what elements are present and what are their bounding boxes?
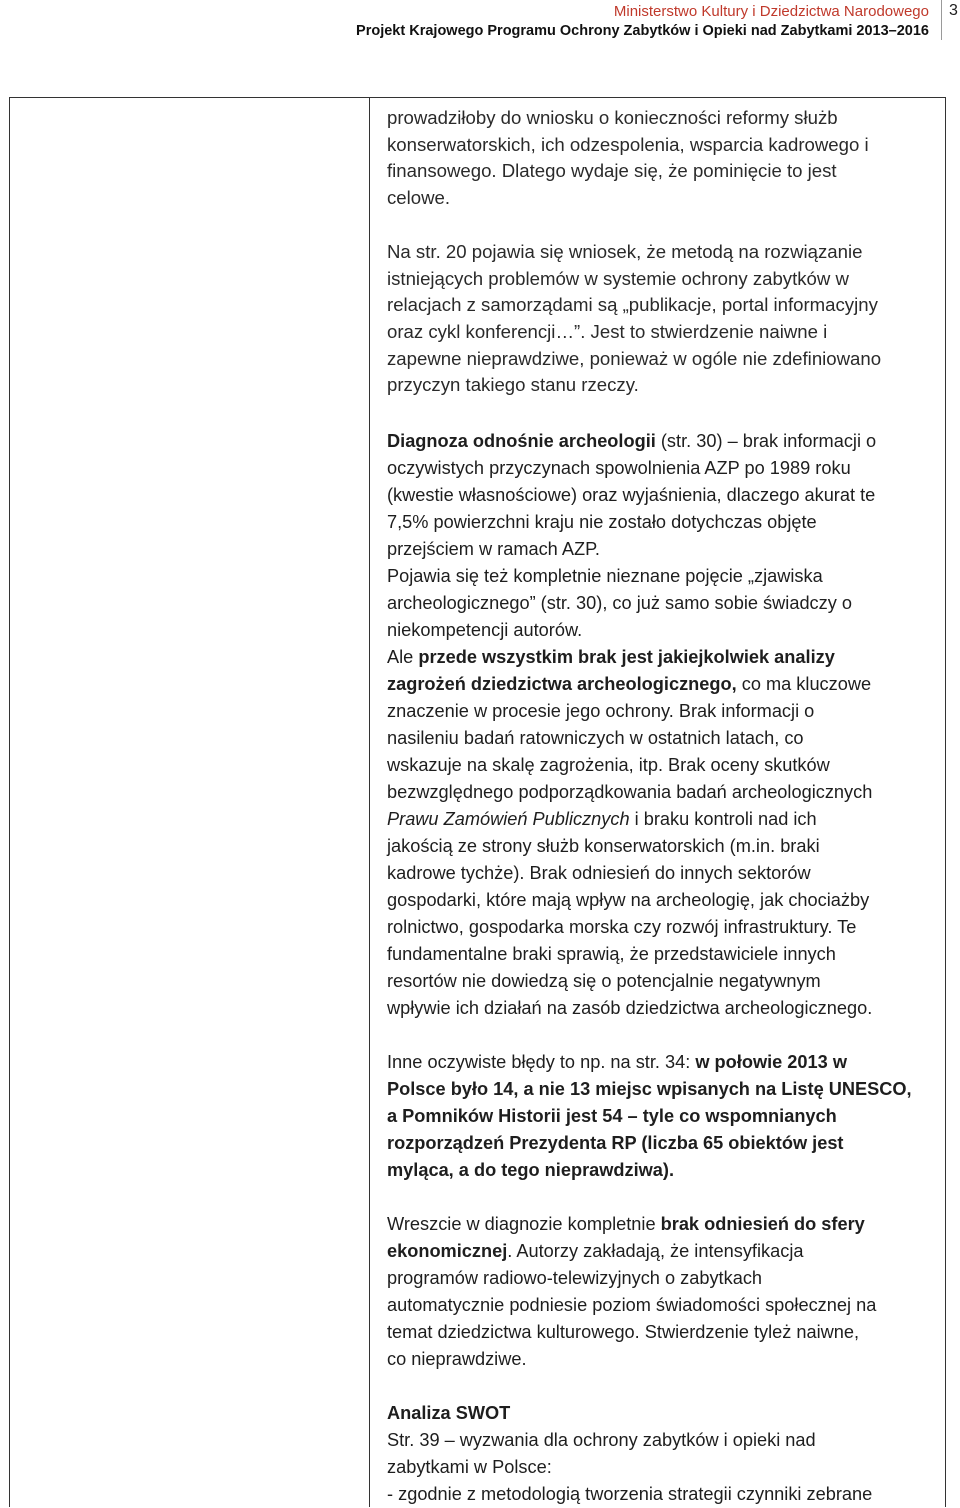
comment-column-main bbox=[387, 428, 935, 1508]
text-line: istniejących problemów w systemie ochrony zabytków w bbox=[387, 267, 849, 289]
text-line: Str. 39 – wyzwania dla ochrony zabytków i opieki nad bbox=[387, 1430, 816, 1450]
text-line: co nieprawdziwe. bbox=[387, 1349, 527, 1369]
comment-column bbox=[387, 105, 935, 399]
header-separator bbox=[941, 0, 942, 40]
text-line: archeologicznego” (str. 30), co już samo sobie świadczy o bbox=[387, 593, 853, 613]
paragraph-reform bbox=[387, 105, 935, 212]
text-line: fundamentalne braki sprawią, że przedstawiciele innych bbox=[387, 944, 836, 964]
text-line: finansowego. Dlatego wydaje się, że pominięcie to jest bbox=[387, 160, 837, 182]
paragraph-page20 bbox=[387, 239, 935, 399]
text-line: znaczenie w procesie jego ochrony. Brak informacji o bbox=[387, 701, 815, 721]
text-line: oczywistych przyczynach spowolnienia AZP po 1989 roku bbox=[387, 458, 851, 478]
text-line: celowe. bbox=[387, 187, 451, 209]
text-line: a Pomników Historii jest 54 – tyle co wspomnianych bbox=[387, 1106, 837, 1126]
text-line: Polsce było 14, a nie 13 miejsc wpisanych na Listę UNESCO, bbox=[387, 1079, 912, 1099]
text-line: nasileniu badań ratowniczych w ostatnich latach, co bbox=[387, 728, 804, 748]
text-line: zapewne nieprawdziwe, ponieważ w ogóle nie zdefiniowano bbox=[387, 347, 882, 369]
text-line: - zgodnie z metodologią tworzenia strategii czynniki zebrane bbox=[387, 1484, 873, 1504]
text-line: wskazuje na skalę zagrożenia, itp. Brak oceny skutków bbox=[387, 755, 830, 775]
text-line: prowadziłoby do wniosku o konieczności reformy służb bbox=[387, 107, 838, 128]
header-ministry: Ministerstwo Kultury i Dziedzictwa Narodowego bbox=[613, 3, 929, 20]
text-line: Na str. 20 pojawia się wniosek, że metodą na rozwiązanie bbox=[387, 240, 863, 262]
text-line: ekonomicznej. Autorzy zakładają, że intensyfikacja bbox=[387, 1241, 804, 1261]
text-line: Ale przede wszystkim brak jest jakiejkolwiek analizy bbox=[387, 647, 835, 667]
text-line: automatycznie podniesie poziom świadomości społecznej na bbox=[387, 1295, 877, 1315]
text-line: Pojawia się też kompletnie nieznane pojęcie „zjawiska bbox=[387, 566, 823, 586]
text-line: bezwzględnego podporządkowania badań archeologicznych bbox=[387, 782, 873, 802]
text-line: niekompetencji autorów. bbox=[387, 620, 583, 640]
text-line: programów radiowo-telewizyjnych o zabytkach bbox=[387, 1268, 763, 1288]
text-line: kadrowe tychże). Brak odniesień do innych sektorów bbox=[387, 863, 811, 883]
text-line: zabytkami w Polsce: bbox=[387, 1457, 552, 1477]
text-line: relacjach z samorządami są „publikacje, portal informacyjny bbox=[387, 294, 878, 316]
text-line: rolnictwo, gospodarka morska czy rozwój infrastruktury. Te bbox=[387, 917, 857, 937]
text-line: wpływie ich działań na zasób dziedzictwa archeologicznego. bbox=[387, 998, 873, 1018]
page-number: 3 bbox=[949, 2, 958, 19]
text-line: gospodarki, które mają wpływ na archeologię, jak chociażby bbox=[387, 890, 870, 910]
text-line: temat dziedzictwa kulturowego. Stwierdzenie tyleż naiwne, bbox=[387, 1322, 860, 1342]
text-line: (kwestie własnościowe) oraz wyjaśnienia, dlaczego akurat te bbox=[387, 485, 876, 505]
text-line: 7,5% powierzchni kraju nie zostało dotychczas objęte bbox=[387, 512, 817, 532]
text-line: Inne oczywiste błędy to np. na str. 34: w połowie 2013 w bbox=[387, 1052, 847, 1072]
text-line: Wreszcie w diagnozie kompletnie brak odniesień do sfery bbox=[387, 1214, 865, 1234]
text-line: przyczyn takiego stanu rzeczy. bbox=[387, 374, 639, 396]
text-line: zagrożeń dziedzictwa archeologicznego, co ma kluczowe bbox=[387, 674, 872, 694]
text-line: oraz cykl konferencji…”. Jest to stwierdzenie naiwne i bbox=[387, 320, 828, 342]
text-line: konserwatorskich, ich odzespolenia, wsparcia kadrowego i bbox=[387, 133, 869, 155]
text-line: jakością ze strony służb konserwatorskich (m.in. braki bbox=[387, 836, 820, 856]
table-column-divider bbox=[369, 97, 370, 1507]
text-line: resortów nie dowiedzą się o potencjalnie negatywnym bbox=[387, 971, 821, 991]
section-heading-archeology: Diagnoza odnośnie archeologii bbox=[387, 431, 656, 451]
text-line: Diagnoza odnośnie archeologii (str. 30) – brak informacji o bbox=[387, 431, 877, 451]
header-project-title: Projekt Krajowego Programu Ochrony Zabytków i Opieki nad Zabytkami 2013–2016 bbox=[356, 23, 929, 39]
text-line: Prawu Zamówień Publicznych i braku kontroli nad ich bbox=[387, 809, 817, 829]
section-heading-swot: Analiza SWOT bbox=[387, 1403, 511, 1423]
text-line: myląca, a do tego nieprawdziwa). bbox=[387, 1160, 675, 1180]
text-line: rozporządzeń Prezydenta RP (liczba 65 obiektów jest bbox=[387, 1133, 844, 1153]
text-line: przejściem w ramach AZP. bbox=[387, 539, 600, 559]
